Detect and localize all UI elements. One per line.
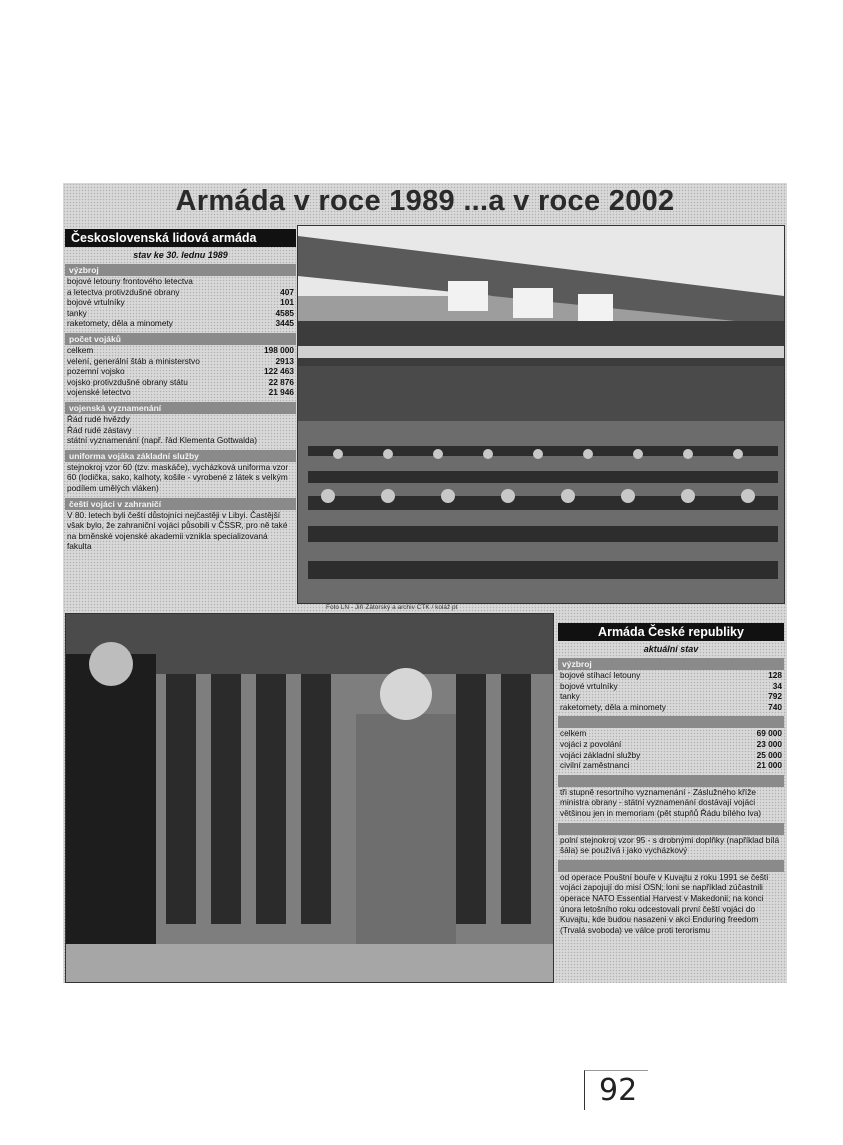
left-panel-title: Československá lidová armáda [65,229,296,247]
stat-row [65,297,296,308]
stat-row [65,366,296,377]
stat-value: 21 000 [756,760,782,771]
headline: Armáda v roce 1989 ...a v roce 2002 [175,185,675,217]
stat-row [65,318,296,329]
section-text: Řád rudé hvězdy Řád rudé zástavy státní vyznamenání (např. řád Klementa Gottwalda) [67,413,258,446]
stat-row [558,681,784,692]
stat-label: celkem [67,344,94,355]
stat-row [65,308,296,319]
section-heading [558,823,784,835]
stat-row [558,739,784,750]
stat-row [65,287,296,298]
stat-label: a letectva protivzdušné obrany [67,286,180,297]
stat-row [65,356,296,367]
stat-label: vojsko protivzdušné obrany státu [67,376,188,387]
stat-value: 69 000 [756,728,782,739]
section-text: polní stejnokroj vzor 95 - s drobnými doplňky (například bílá šála) se používá i jako vycházkový [560,834,780,856]
stat-label: bojové stíhací letouny [560,670,641,680]
section-heading: počet vojáků [65,333,296,345]
photo-credit: Foto LN - Jiří Zátorský a archiv ČTK / koláž pt [326,604,458,611]
stat-value: 101 [280,297,294,308]
stat-row [558,691,784,702]
stat-row [65,345,296,356]
right-panel-subtitle: aktuální stav [643,644,699,654]
stat-label: vojenské letectvo [67,387,131,398]
stat-value: 128 [768,670,782,680]
left-panel-subtitle: stav ke 30. lednu 1989 [133,250,228,260]
stat-value: 4585 [275,307,294,318]
stat-value: 198 000 [264,344,294,355]
section-heading [558,860,784,872]
right-panel-title: Armáda České republiky [558,623,784,641]
stat-row [558,670,784,681]
stat-value: 2913 [275,355,294,366]
stat-label: bojové letouny frontového letectva [67,276,193,286]
stat-value: 34 [772,680,782,691]
stat-row [65,387,296,398]
stat-row [558,760,784,771]
section-heading: výzbroj [558,658,784,670]
stat-label: civilní zaměstnanci [560,760,630,771]
stat-label: bojové vrtulníky [67,297,125,308]
stat-label: raketomety, děla a minomety [67,318,173,329]
honor-guard-photo [65,613,554,983]
section-heading [558,775,784,787]
section-text: stejnokroj vzor 60 (tzv. maskáče), vycházková uniforma vzor 60 (lodička, sako, kalhoty, košile - vyrobené z látek s velkým podílem umělých vláken) [67,461,289,493]
stat-value: 21 946 [268,387,294,398]
stat-label: raketomety, děla a minomety [560,701,666,712]
stat-row [65,276,296,287]
stat-label: bojové vrtulníky [560,680,618,691]
section-heading: výzbroj [65,264,296,276]
newspaper-clipping [63,183,787,983]
stat-row [558,750,784,761]
left-info-panel [65,229,296,552]
section-heading [558,716,784,728]
stat-row [558,702,784,713]
stat-value: 122 463 [264,366,294,377]
stat-label: vojáci z povolání [560,738,622,749]
section-text: V 80. letech byli čeští důstojníci nejčastěji v Libyi. Častější však bylo, že zahraniční vojáci působili v ČSSR, pro ně také na brněnské vojenské akademii vznikla specializovaná fakulta [67,509,288,552]
stat-row [558,728,784,739]
stat-label: velení, generální štáb a ministerstvo [67,355,200,366]
section-text: od operace Pouštní bouře v Kuvajtu z roku 1991 se čeští vojáci zapojují do misí OSN; loni se například zúčastnili operace NATO Essential Harvest v Makedonii; na konci února letošního roku odcestovali první čeští vojáci do Kuvajtu, kde budou nasazeni v akci Enduring freedom (Trvalá svoboda) ve válce proti terorismu [560,871,769,935]
section-heading: uniforma vojáka základní služby [65,450,296,462]
stat-value: 25 000 [756,749,782,760]
page-number: 92 [584,1070,648,1110]
parade-photo-illustration [298,226,784,603]
stat-label: tanky [560,691,580,702]
stat-label: vojáci základní služby [560,749,641,760]
stat-row [65,377,296,388]
stat-label: tanky [67,307,87,318]
stat-value: 740 [768,701,782,712]
section-text: tři stupně resortního vyznamenání - Záslužného kříže ministra obrany - státní vyznamenání dostávají vojáci většinou jen in memoriam (pět stupňů Řádu bílého lva) [560,786,762,818]
stat-value: 3445 [275,318,294,329]
right-info-panel [558,623,784,935]
section-heading: vojenská vyznamenání [65,402,296,414]
stat-label: celkem [560,728,587,739]
stat-label: pozemní vojsko [67,366,125,377]
stat-value: 407 [280,286,294,297]
section-heading: čeští vojáci v zahraničí [65,498,296,510]
parade-photo [297,225,785,604]
stat-value: 792 [768,691,782,702]
stat-value: 23 000 [756,738,782,749]
honor-guard-photo-illustration [66,614,553,982]
stat-value: 22 876 [268,376,294,387]
